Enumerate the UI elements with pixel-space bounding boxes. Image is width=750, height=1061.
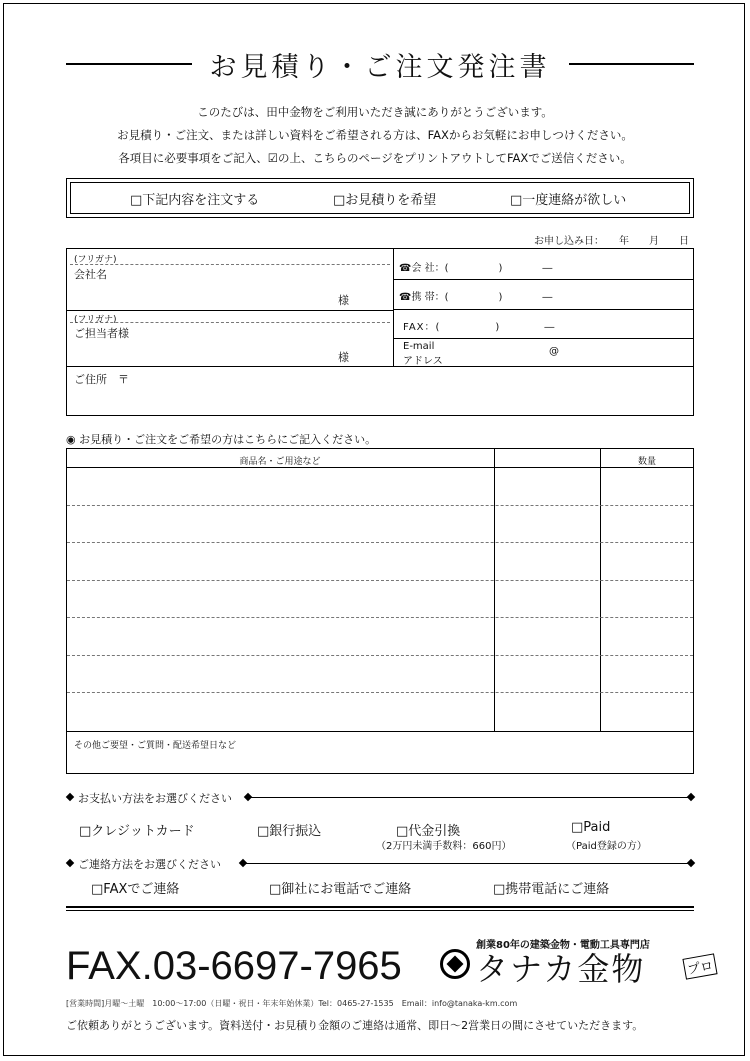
customer-row-line-2	[66, 366, 694, 367]
customer-info-box	[66, 248, 694, 416]
company-tel-field[interactable]: ☎会 社：( ) ―	[399, 263, 553, 274]
closing-message: ご依頼ありがとうございます。資料送付・お見積り金額のご連絡は通常、即日～2営業日の間にさせていただきます。	[66, 1019, 644, 1032]
company-name-label[interactable]: 会社名	[74, 268, 107, 281]
application-date[interactable]: お申し込み日： 年 月 日	[534, 236, 689, 247]
order-row-line	[67, 580, 693, 581]
page-title: お見積り・ご注文発注書	[209, 51, 551, 83]
furigana-label-1: (フリガナ)	[74, 255, 117, 265]
order-col-divider-1	[494, 448, 495, 732]
person-name-label[interactable]: ご担当者様	[74, 327, 129, 340]
contact-row-line-1	[393, 279, 694, 280]
order-row-line	[67, 655, 693, 656]
payment-paid[interactable]: □Paid	[571, 820, 611, 835]
order-note: ◉ お見積り・ご注文をご希望の方はこちらにご記入ください。	[66, 433, 377, 446]
payment-rule	[250, 797, 690, 798]
order-row-line	[67, 617, 693, 618]
fax-number: FAX.03-6697-7965	[66, 944, 402, 988]
payment-heading: お支払い方法をお選びください	[78, 792, 232, 805]
intro-line-1: このたびは、田中金物をご利用いただき誠にありがとうございます。	[197, 105, 553, 119]
logo-tagline: 創業80年の建築金物・電動工具専門店	[476, 940, 650, 951]
contact-fax[interactable]: □FAXでご連絡	[91, 882, 180, 897]
option-estimate[interactable]: □お見積りを希望	[333, 193, 437, 208]
business-hours: [営業時間]月曜～土曜 10:00～17:00（日曜・祝日・年末年始休業）Tel：0465-27-1535 Email：info@tanaka-km.com	[66, 999, 518, 1008]
order-row-line	[67, 692, 693, 693]
logo-pro-badge: プロ	[682, 953, 717, 979]
logo-name: タナカ金物	[476, 950, 646, 988]
other-requests-label[interactable]: その他ご要望・ご質問・配送希望日など	[74, 741, 237, 751]
logo-mark-icon	[440, 949, 470, 979]
furigana-dash-2	[70, 322, 390, 323]
fax-field[interactable]: FAX：( ) ―	[403, 322, 556, 333]
cod-note: （2万円未満手数料：660円）	[376, 841, 512, 852]
payment-credit[interactable]: □クレジットカード	[79, 824, 195, 839]
contact-office-phone[interactable]: □御社にお電話でご連絡	[269, 882, 412, 897]
payment-bank[interactable]: □銀行振込	[257, 824, 322, 839]
option-contact[interactable]: □一度連絡が欲しい	[510, 193, 627, 208]
title-rule-right	[569, 63, 695, 65]
order-row-line	[67, 542, 693, 543]
person-sama: 様	[338, 351, 349, 364]
contact-mobile[interactable]: □携帯電話にご連絡	[493, 882, 610, 897]
furigana-dash-1	[70, 264, 390, 265]
mobile-tel-field[interactable]: ☎携 帯：( ) ―	[399, 292, 553, 303]
email-at[interactable]: @	[549, 346, 559, 357]
option-order[interactable]: □下記内容を注文する	[130, 193, 260, 208]
email-label-2: アドレス	[403, 356, 443, 367]
paid-note: （Paid登録の方）	[566, 841, 647, 852]
payment-cod[interactable]: □代金引換	[396, 824, 461, 839]
company-sama: 様	[338, 294, 349, 307]
title-row	[66, 44, 694, 84]
col-product-header: 商品名・ご用途など	[239, 457, 321, 467]
order-table-bottom	[66, 731, 694, 732]
col-qty-header: 数量	[637, 457, 656, 467]
intro-line-3: 各項目に必要事項をご記入、☑の上、こちらのページをプリントアウトしてFAXでご送信ください。	[118, 151, 632, 165]
footer-rule-1	[66, 906, 694, 908]
contact-row-line-3	[393, 338, 694, 339]
footer-rule-2	[66, 910, 694, 911]
contact-rule	[245, 863, 690, 864]
order-row-line	[67, 505, 693, 506]
email-label-1: E-mail	[403, 341, 435, 352]
furigana-label-2: (フリガナ)	[74, 315, 117, 325]
customer-row-line-1	[66, 310, 393, 311]
order-col-divider-2	[600, 448, 601, 732]
address-label[interactable]: ご住所 〒	[74, 373, 129, 386]
customer-divider	[393, 248, 394, 366]
intro-line-2: お見積り・ご注文、または詳しい資料をご希望される方は、FAXからお気軽にお申しつけください。	[117, 128, 633, 142]
title-rule-left	[66, 63, 192, 65]
contact-heading: ご連絡方法をお選びください	[78, 858, 221, 871]
contact-row-line-2	[393, 309, 694, 310]
